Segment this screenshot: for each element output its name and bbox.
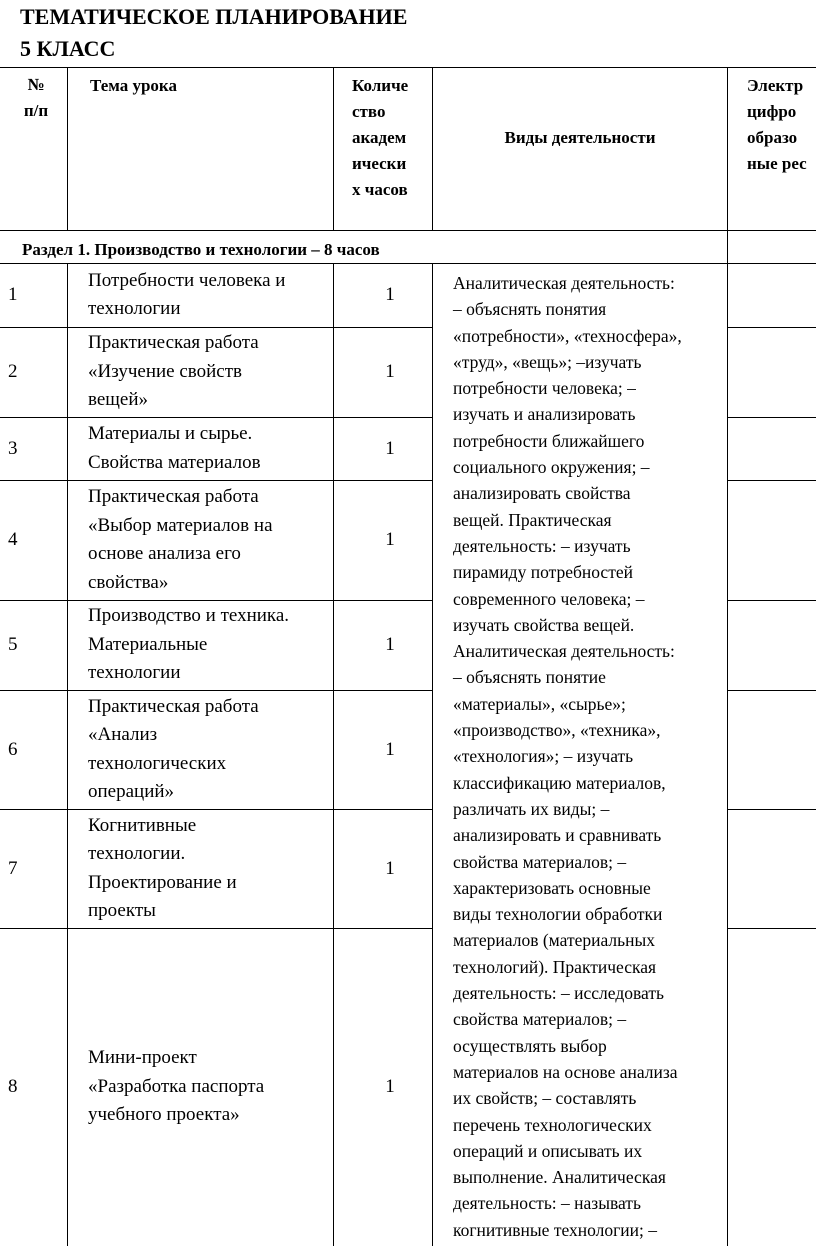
activity-line: анализировать свойства — [453, 483, 631, 504]
activity-line: изучать свойства вещей. — [453, 614, 635, 635]
row-topic-line: «Изучение свойств — [88, 360, 242, 382]
row-number: 6 — [8, 738, 18, 760]
table-border — [727, 327, 816, 328]
activity-line: деятельность: – изучать — [453, 535, 631, 556]
activity-line: материалов (материальных — [453, 930, 655, 951]
table-border — [0, 67, 816, 68]
row-topic — [88, 420, 328, 477]
row-hours: 1 — [385, 857, 395, 879]
table-border — [0, 230, 816, 231]
row-topic — [88, 602, 328, 688]
activity-line: деятельность: – исследовать — [453, 983, 664, 1004]
table-border — [727, 417, 816, 418]
row-topic-line: технологии — [88, 662, 181, 684]
row-number: 1 — [8, 284, 18, 305]
row-topic-line: Материалы и сырье. — [88, 423, 253, 444]
row-topic — [88, 1044, 328, 1130]
row-topic-line: Потребности человека и — [88, 269, 286, 291]
row-topic — [88, 693, 328, 807]
row-topic-line: Когнитивные — [88, 814, 197, 836]
row-topic-line: Практическая работа — [88, 695, 259, 717]
row-topic-line: Практическая работа — [88, 332, 259, 354]
header-topic: Тема урока — [90, 76, 177, 95]
row-topic-line: «Анализ — [88, 724, 158, 745]
section-title: Раздел 1. Производство и технологии – 8 часов — [22, 240, 380, 259]
activity-line: операций и описывать их — [453, 1140, 643, 1161]
row-topic — [88, 329, 328, 415]
activity-line: изучать и анализировать — [453, 404, 636, 425]
row-hours: 1 — [385, 284, 395, 305]
activity-description — [453, 270, 723, 1243]
header-num: № п/п — [23, 75, 49, 120]
row-topic-line: технологии — [88, 298, 181, 319]
table-border — [727, 67, 728, 1246]
activity-line: перечень технологических — [453, 1114, 652, 1135]
row-topic-line: технологии. — [88, 843, 186, 864]
activity-line: различать их виды; – — [453, 798, 610, 819]
header-resources: Электр цифро образо ные рес — [747, 76, 807, 173]
table-border — [0, 690, 432, 691]
table-border — [727, 928, 816, 929]
table-border — [432, 67, 433, 230]
row-hours: 1 — [385, 361, 395, 382]
row-topic — [88, 267, 328, 324]
activity-line: выполнение. Аналитическая — [453, 1167, 666, 1188]
activity-line: когнитивные технологии; – — [453, 1219, 658, 1240]
row-number: 4 — [8, 529, 18, 550]
activity-line: их свойств; – составлять — [453, 1088, 637, 1109]
activity-line: Аналитическая деятельность: — [453, 641, 675, 662]
activity-line: классификацию материалов, — [453, 772, 666, 793]
activity-line: виды технологии обработки — [453, 904, 663, 925]
activity-line: свойства материалов; – — [453, 1009, 627, 1030]
table-border — [0, 327, 432, 328]
row-topic-line: «Выбор материалов на — [88, 514, 273, 536]
activity-line: Аналитическая деятельность: — [453, 273, 675, 293]
row-number: 3 — [8, 437, 18, 459]
row-topic-line: Производство и техника. — [88, 605, 290, 627]
activity-line: «потребности», «техносфера», — [453, 325, 682, 346]
document-title: ТЕМАТИЧЕСКОЕ ПЛАНИРОВАНИЕ — [20, 4, 408, 29]
row-topic-line: свойства» — [88, 571, 169, 593]
row-topic-line: «Разработка паспорта — [88, 1075, 265, 1097]
row-number: 8 — [8, 1076, 18, 1097]
table-border — [0, 928, 432, 929]
table-border — [727, 690, 816, 691]
table-border — [727, 809, 816, 810]
table-border — [0, 600, 432, 601]
row-topic-line: Свойства материалов — [88, 451, 261, 473]
activity-line: технологий). Практическая — [453, 956, 657, 977]
activity-line: потребности ближайшего — [453, 430, 645, 451]
row-topic-line: Проектирование и — [88, 871, 237, 893]
row-topic-line: Практическая работа — [88, 486, 259, 507]
activity-line: деятельность: – называть — [453, 1193, 641, 1214]
row-topic-line: основе анализа его — [88, 543, 241, 564]
activity-line: социального окружения; – — [453, 457, 650, 478]
table-border — [67, 67, 68, 230]
table-border — [0, 480, 432, 481]
row-topic-line: технологических — [88, 752, 227, 774]
header-hours: Количе ство академ ически х часов — [352, 76, 409, 199]
row-number: 2 — [8, 361, 18, 382]
row-topic-line: учебного проекта» — [88, 1104, 240, 1126]
row-topic-line: проекты — [88, 900, 156, 921]
activity-line: материалов на основе анализа — [453, 1061, 678, 1082]
activity-line: осуществлять выбор — [453, 1035, 607, 1056]
table-border — [333, 67, 334, 230]
activity-line: – объяснять понятия — [453, 299, 607, 320]
activity-line: «труд», «вещь»; –изучать — [453, 351, 642, 372]
row-hours: 1 — [385, 1076, 395, 1097]
row-topic — [88, 812, 328, 926]
activity-line: анализировать и сравнивать — [453, 825, 662, 846]
table-border — [0, 263, 816, 264]
row-hours: 1 — [385, 738, 395, 760]
activity-line: – объяснять понятие — [453, 667, 606, 688]
row-topic-line: Материальные — [88, 633, 208, 655]
row-number: 7 — [8, 857, 18, 879]
row-topic-line: операций» — [88, 781, 175, 802]
row-hours: 1 — [385, 437, 395, 459]
table-border — [67, 263, 68, 1246]
table-border — [0, 417, 432, 418]
table-border — [0, 809, 432, 810]
document-subtitle: 5 КЛАСС — [20, 36, 116, 61]
table-border — [333, 263, 334, 1246]
activity-line: вещей. Практическая — [453, 509, 612, 530]
activity-line: характеризовать основные — [453, 877, 651, 898]
activity-line: «материалы», «сырье»; — [453, 693, 626, 714]
row-topic-line: вещей» — [88, 389, 149, 411]
activity-line: «технология»; – изучать — [453, 746, 634, 767]
row-number: 5 — [8, 634, 18, 655]
row-topic — [88, 483, 328, 597]
activity-line: пирамиду потребностей — [453, 562, 633, 583]
activity-line: потребности человека; – — [453, 378, 636, 399]
table-border — [727, 480, 816, 481]
table-border — [727, 600, 816, 601]
row-hours: 1 — [385, 529, 395, 550]
activity-line: свойства материалов; – — [453, 851, 627, 872]
activity-line: «производство», «техника», — [453, 720, 661, 741]
row-topic-line: Мини-проект — [88, 1047, 197, 1069]
activity-line: современного человека; – — [453, 588, 645, 609]
row-hours: 1 — [385, 634, 395, 655]
header-activity: Виды деятельности — [504, 128, 656, 147]
